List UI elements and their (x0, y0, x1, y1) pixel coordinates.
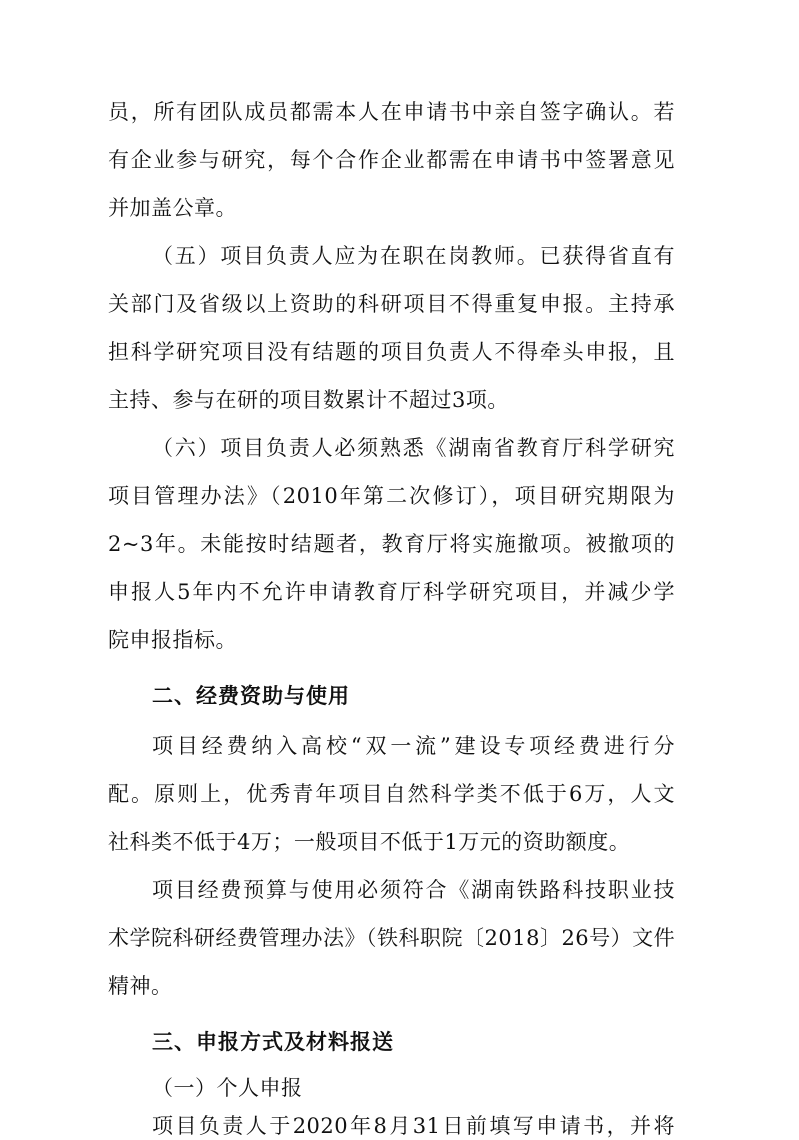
paragraph-line: 社科类不低于4万；一般项目不低于1万元的资助额度。 (108, 830, 631, 854)
paragraph-line: 院申报指标。 (108, 628, 237, 652)
paragraph-line: 2~3年。未能按时结题者，教育厅将实施撤项。被撤项的 (108, 532, 675, 556)
paragraph-line: 员，所有团队成员都需本人在申请书中亲自签字确认。若 (108, 100, 675, 124)
paragraph-line: （五）项目负责人应为在职在岗教师。已获得省直有 (152, 244, 675, 268)
paragraph-line: 项目经费预算与使用必须符合《湖南铁路科技职业技 (152, 878, 675, 902)
paragraph-line: 并加盖公章。 (108, 196, 237, 220)
paragraph-line: 申报人5年内不允许申请教育厅科学研究项目，并减少学 (108, 580, 675, 604)
paragraph-line: 项目经费纳入高校“双一流”建设专项经费进行分 (152, 734, 675, 758)
paragraph-line: 配。原则上，优秀青年项目自然科学类不低于6万，人文 (108, 782, 675, 806)
section-heading: 二、经费资助与使用 (152, 684, 350, 708)
paragraph-line: （六）项目负责人必须熟悉《湖南省教育厅科学研究 (152, 436, 675, 460)
paragraph-line: 精神。 (108, 974, 173, 998)
section-heading: 三、申报方式及材料报送 (152, 1030, 394, 1054)
paragraph-line: 关部门及省级以上资助的科研项目不得重复申报。主持承 (108, 292, 675, 316)
paragraph-line: 担科学研究项目没有结题的项目负责人不得牵头申报，且 (108, 340, 675, 364)
paragraph-line: 项目负责人于2020年8月31日前填写申请书，并将 (152, 1114, 675, 1138)
paragraph-line: 项目管理办法》（2010年第二次修订），项目研究期限为 (108, 484, 675, 508)
paragraph-line: 术学院科研经费管理办法》（铁科职院〔2018〕26号）文件 (108, 926, 676, 950)
paragraph-line: 主持、参与在研的项目数累计不超过3项。 (108, 388, 509, 412)
paragraph-line: 有企业参与研究，每个合作企业都需在申请书中签署意见 (108, 148, 675, 172)
subsection-heading: （一）个人申报 (152, 1076, 303, 1100)
